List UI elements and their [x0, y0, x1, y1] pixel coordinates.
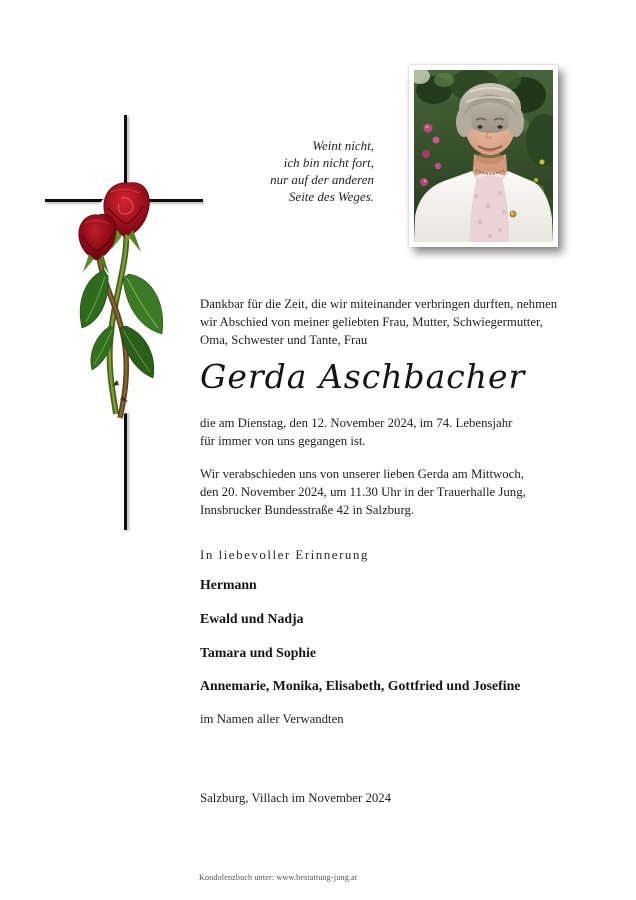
farewell-line: den 20. November 2024, um 11.30 Uhr in der Trauerhalle Jung,	[200, 484, 526, 499]
poem-line: ich bin nicht fort,	[283, 155, 374, 170]
passing-line: die am Dienstag, den 12. November 2024, im 74. Lebensjahr	[200, 416, 513, 430]
deceased-name: Gerda Aschbacher	[200, 357, 526, 396]
mourner-name: Ewald und Nadja	[200, 611, 304, 626]
remembrance-label: In liebevoller Erinnerung	[200, 547, 369, 562]
farewell-line: Wir verabschieden uns von unserer lieben Gerda am Mittwoch,	[200, 467, 524, 481]
portrait-photo	[409, 65, 558, 247]
intro-line: Oma, Schwester und Tante, Frau	[200, 332, 368, 347]
intro-paragraph	[200, 296, 560, 349]
passing-line: für immer von uns gegangen ist.	[200, 433, 366, 448]
red-roses-icon	[73, 178, 170, 422]
passing-paragraph	[200, 415, 560, 451]
poem-line: Seite des Weges.	[288, 189, 374, 204]
intro-line: Dankbar für die Zeit, die wir miteinander verbringen durften, nehmen	[200, 297, 558, 311]
poem-line: nur auf der anderen	[270, 172, 374, 187]
mourner-name: Hermann	[200, 577, 257, 592]
mourner-name: Tamara und Sophie	[200, 645, 317, 660]
closing-line: im Namen aller Verwandten	[200, 712, 344, 726]
poem-line: Weint nicht,	[312, 138, 374, 153]
place-date-line: Salzburg, Villach im November 2024	[200, 791, 392, 805]
farewell-line: Innsbrucker Bundesstraße 42 in Salzburg.	[200, 502, 415, 517]
memorial-poem	[198, 137, 374, 205]
farewell-paragraph	[200, 466, 560, 519]
mourner-name: Annemarie, Monika, Elisabeth, Gottfried und Josefine	[200, 678, 521, 693]
condolence-book-note: Kondolenzbuch unter: www.bestattung-jung.at	[199, 873, 358, 882]
intro-line: wir Abschied von meiner geliebten Frau, Mutter, Schwiegermutter,	[200, 314, 543, 329]
portrait-photo-illustration	[414, 70, 553, 242]
